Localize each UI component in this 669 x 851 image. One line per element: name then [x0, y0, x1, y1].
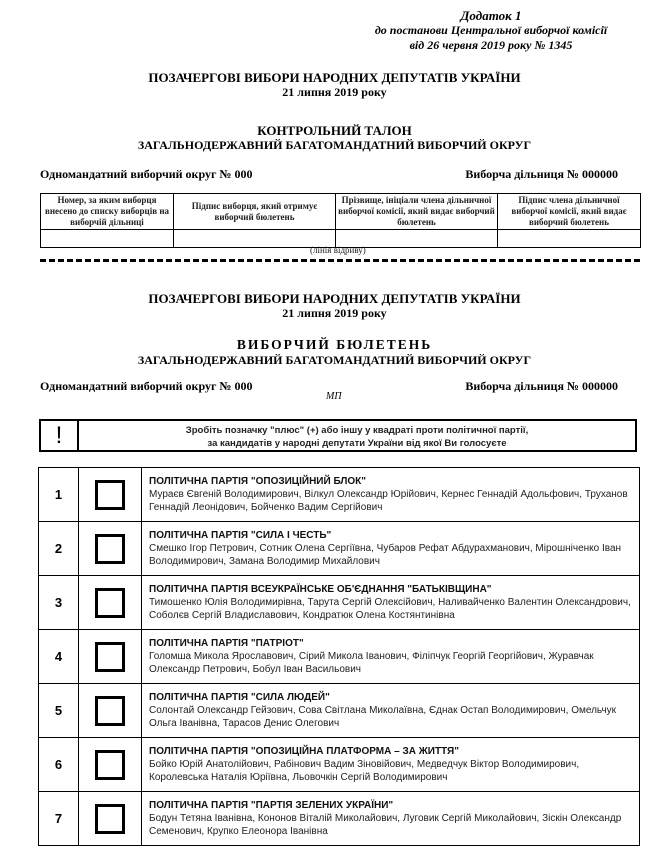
- party-info: [142, 522, 640, 576]
- vote-checkbox[interactable]: [95, 696, 125, 726]
- vote-box-cell: [79, 738, 142, 792]
- instruction-box: [39, 419, 637, 452]
- party-row: [39, 468, 640, 522]
- party-info: [142, 738, 640, 792]
- vote-checkbox[interactable]: [95, 642, 125, 672]
- vote-box-cell: [79, 522, 142, 576]
- tear-line-label: (лінія відриву): [310, 245, 366, 255]
- member-signature-field[interactable]: [498, 230, 641, 248]
- vote-checkbox[interactable]: [95, 534, 125, 564]
- polling-station: Виборча дільниця № 000000: [465, 167, 618, 181]
- party-name: ПОЛІТИЧНА ПАРТІЯ "СИЛА ЛЮДЕЙ": [149, 692, 330, 703]
- stamp-placeholder: МП: [326, 391, 342, 402]
- party-candidates: Мураєв Євгеній Володимирович, Вілкул Олександр Юрійович, Кернес Геннадій Адольфович, Труханов Геннадій Леонідович, Бойченко Вадим Сергійович: [149, 489, 628, 513]
- ballot-single-mandate-district: Одномандатний виборчий округ № 000: [40, 379, 253, 393]
- party-row: [39, 522, 640, 576]
- tear-line[interactable]: [40, 259, 640, 262]
- party-candidates: Бодун Тетяна Іванівна, Кононов Віталій Миколайович, Луговик Сергій Миколайович, Зіскін Олександр Семенович, Крупко Елеонора Іванівна: [149, 813, 622, 837]
- party-number: 3: [39, 576, 79, 630]
- ballot-header: [0, 291, 669, 321]
- instruction-text: [79, 421, 635, 450]
- party-number: 5: [39, 684, 79, 738]
- vote-box-cell: [79, 630, 142, 684]
- appendix-note: [361, 8, 621, 53]
- party-candidates: Тимошенко Юлія Володимирівна, Тарута Сергій Олексійович, Наливайченко Валентин Олександрович, Соболєв Сергій Владиславович, Кондратюк Олена Костянтинівна: [149, 597, 631, 621]
- party-row: [39, 576, 640, 630]
- election-title: ПОЗАЧЕРГОВІ ВИБОРИ НАРОДНИХ ДЕПУТАТІВ УКРАЇНИ: [148, 70, 521, 85]
- control-slip-district-row: [40, 167, 618, 182]
- party-name: ПОЛІТИЧНА ПАРТІЯ "СИЛА І ЧЕСТЬ": [149, 530, 332, 541]
- vote-checkbox[interactable]: [95, 804, 125, 834]
- party-number: 7: [39, 792, 79, 846]
- party-row: [39, 792, 640, 846]
- voter-number-field[interactable]: [41, 230, 174, 248]
- party-candidates: Смешко Ігор Петрович, Сотник Олена Сергіївна, Чубаров Рефат Абдурахманович, Мірошніченко Іван Володимирович, Замана Володимир Михайлович: [149, 543, 622, 567]
- party-name: ПОЛІТИЧНА ПАРТІЯ ВСЕУКРАЇНСЬКЕ ОБ'ЄДНАННЯ "БАТЬКІВЩИНА": [149, 584, 492, 595]
- ballot-district-type: ЗАГАЛЬНОДЕРЖАВНИЙ БАГАТОМАНДАТНИЙ ВИБОРЧИЙ ОКРУГ: [137, 353, 532, 367]
- party-name: ПОЛІТИЧНА ПАРТІЯ "ОПОЗИЦІЙНИЙ БЛОК": [149, 476, 367, 487]
- vote-box-cell: [79, 468, 142, 522]
- ballot-title: ВИБОРЧИЙ БЮЛЕТЕНЬ: [236, 337, 433, 352]
- party-info: [142, 684, 640, 738]
- party-list: [38, 467, 640, 846]
- district-type: ЗАГАЛЬНОДЕРЖАВНИЙ БАГАТОМАНДАТНИЙ ВИБОРЧИЙ ОКРУГ: [137, 138, 532, 152]
- control-slip-table: [40, 193, 641, 248]
- column-header-voter-signature: Підпис виборця, який отримує виборчий бюлетень: [174, 194, 336, 230]
- party-number: 4: [39, 630, 79, 684]
- party-number: 2: [39, 522, 79, 576]
- exclamation-icon: !: [41, 421, 79, 450]
- party-number: 1: [39, 468, 79, 522]
- party-candidates: Бойко Юрій Анатолійович, Рабінович Вадим Зіновійович, Медведчук Віктор Володимирович, Королевська Наталія Юріївна, Льовочкін Сергій Володимирович: [149, 759, 580, 783]
- ballot-polling-station: Виборча дільниця № 000000: [465, 379, 618, 393]
- appendix-resolution: до постанови Центральної виборчої комісії: [374, 23, 608, 37]
- column-header-member-signature: Підпис члена дільничної виборчої комісії, який видає виборчий бюлетень: [498, 194, 641, 230]
- party-number: 6: [39, 738, 79, 792]
- party-info: [142, 630, 640, 684]
- vote-checkbox[interactable]: [95, 588, 125, 618]
- party-info: [142, 792, 640, 846]
- vote-box-cell: [79, 684, 142, 738]
- instruction-line-1: Зробіть позначку "плюс" (+) або іншу у квадраті проти політичної партії,: [185, 425, 529, 436]
- vote-box-cell: [79, 792, 142, 846]
- appendix-date: від 26 червня 2019 року № 1345: [409, 38, 573, 52]
- appendix-title: Додаток 1: [460, 8, 522, 23]
- vote-checkbox[interactable]: [95, 480, 125, 510]
- ballot-election-date: 21 липня 2019 року: [282, 306, 387, 320]
- party-name: ПОЛІТИЧНА ПАРТІЯ "ПАРТІЯ ЗЕЛЕНИХ УКРАЇНИ": [149, 800, 394, 811]
- column-header-member-name: Прізвище, ініціали члена дільничної виборчої комісії, який видає виборчий бюлетень: [336, 194, 498, 230]
- party-candidates: Голомша Микола Ярославович, Сірий Микола Іванович, Філіпчук Георгій Георгійович, Журавчак Олександр Петрович, Бобул Іван Васильович: [149, 651, 594, 675]
- instruction-line-2: за кандидатів у народні депутати України від якої Ви голосуєте: [207, 438, 507, 449]
- control-slip-header: [0, 70, 669, 100]
- ballot-election-title: ПОЗАЧЕРГОВІ ВИБОРИ НАРОДНИХ ДЕПУТАТІВ УКРАЇНИ: [148, 291, 521, 306]
- party-candidates: Солонтай Олександр Гейзович, Сова Світлана Миколаївна, Єднак Остап Володимирович, Омельчук Ольга Іванівна, Тарасов Денис Олегович: [149, 705, 617, 729]
- party-row: [39, 684, 640, 738]
- single-mandate-district: Одномандатний виборчий округ № 000: [40, 167, 253, 181]
- party-name: ПОЛІТИЧНА ПАРТІЯ "ПАТРІОТ": [149, 638, 304, 649]
- column-header-voter-number: Номер, за яким виборця внесено до списку виборців на виборчій дільниці: [41, 194, 174, 230]
- control-slip-title-block: [0, 123, 669, 152]
- party-row: [39, 630, 640, 684]
- election-date: 21 липня 2019 року: [282, 85, 387, 99]
- vote-checkbox[interactable]: [95, 750, 125, 780]
- party-info: [142, 576, 640, 630]
- party-name: ПОЛІТИЧНА ПАРТІЯ "ОПОЗИЦІЙНА ПЛАТФОРМА – ЗА ЖИТТЯ": [149, 746, 459, 757]
- control-slip-header-row: [41, 194, 641, 230]
- control-slip-title: КОНТРОЛЬНИЙ ТАЛОН: [257, 123, 412, 138]
- party-info: [142, 468, 640, 522]
- vote-box-cell: [79, 576, 142, 630]
- ballot-title-block: [0, 337, 669, 367]
- party-row: [39, 738, 640, 792]
